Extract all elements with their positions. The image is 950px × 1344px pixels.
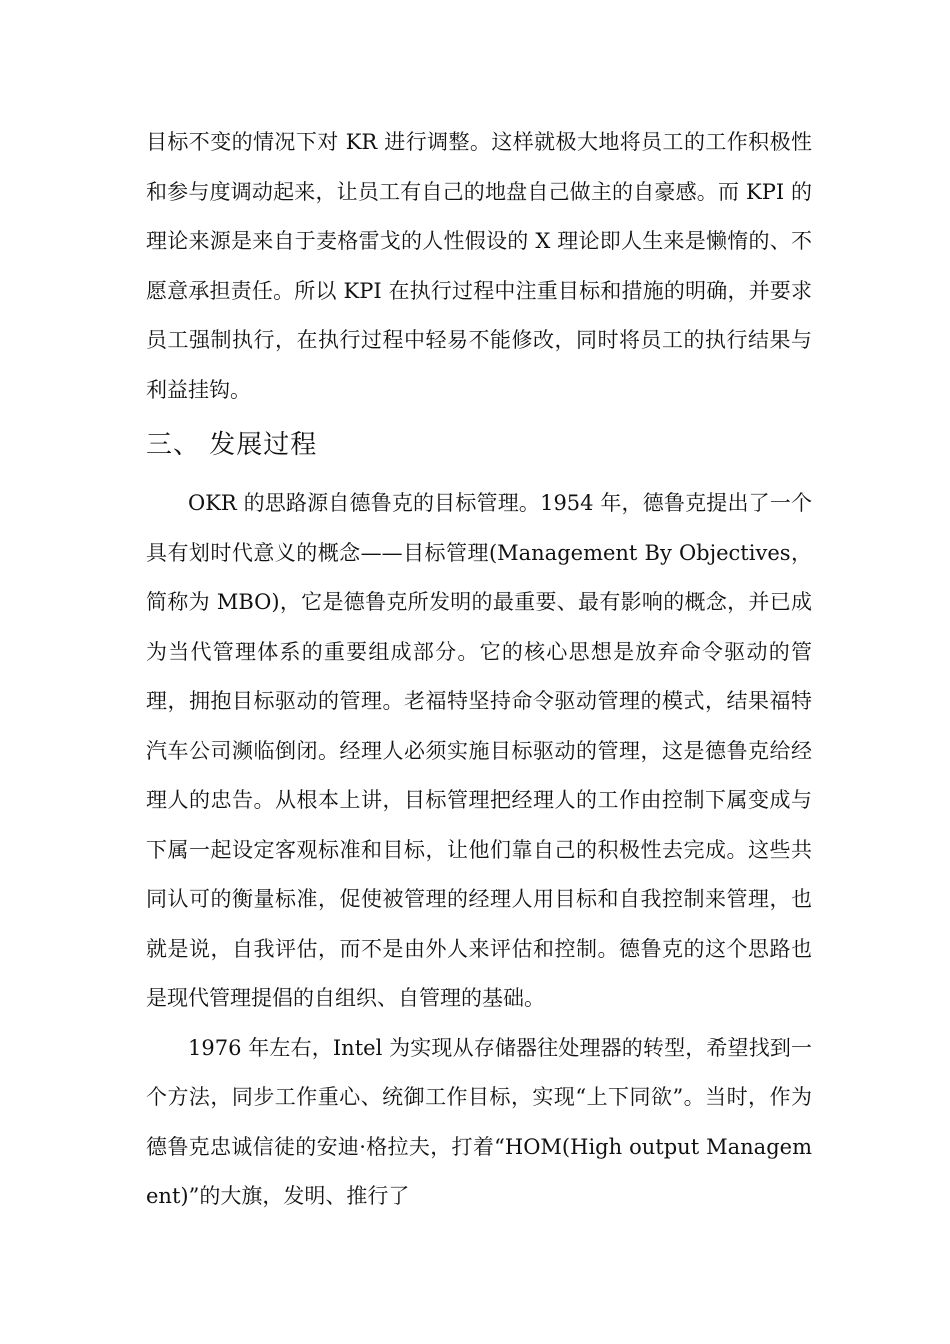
paragraph-okr-origin: OKR 的思路源自德鲁克的目标管理。1954 年，德鲁克提出了一个具有划时代意义的概念——目标管理(Management By Objectives，简称为 MBO)，它是德鲁克所发明的最重要、最有影响的概念，并已成为当代管理体系的重要组成部分。它的核心思想是放弃命令驱动的管理，拥抱目标驱动的管理。老福特坚持命令驱动管理的模式，结果福特汽车公司濒临倒闭。经理人必须实施目标驱动的管理，这是德鲁克给经理人的忠告。从根本上讲，目标管理把经理人的工作由控制下属变成与下属一起设定客观标准和目标，让他们靠自己的积极性去完成。这些共同认可的衡量标准，促使被管理的经理人用目标和自我控制来管理，也就是说，自我评估，而不是由外人来评估和控制。德鲁克的这个思路也是现代管理提倡的自组织、自管理的基础。 (146, 491, 812, 1010)
paragraph-intel-history: 1976 年左右，Intel 为实现从存储器往处理器的转型，希望找到一个方法，同步工作重心、统御工作目标，实现“上下同欲”。当时，作为德鲁克忠诚信徒的安迪·格拉夫，打着“HOM(High output Management)”的大旗，发明、推行了 (146, 1035, 812, 1208)
section-heading-development: 三、 发展过程 (146, 430, 318, 460)
document-page (146, 118, 812, 1222)
paragraph-kpi-theory: 目标不变的情况下对 KR 进行调整。这样就极大地将员工的工作积极性和参与度调动起来，让员工有自己的地盘自己做主的自豪感。而 KPI 的理论来源是来自于麦格雷戈的人性假设的 X 理论即人生来是懒惰的、不愿意承担责任。所以 KPI 在执行过程中注重目标和措施的明确，并要求员工强制执行，在执行过程中轻易不能修改，同时将员工的执行结果与利益挂钩。 (146, 130, 812, 402)
